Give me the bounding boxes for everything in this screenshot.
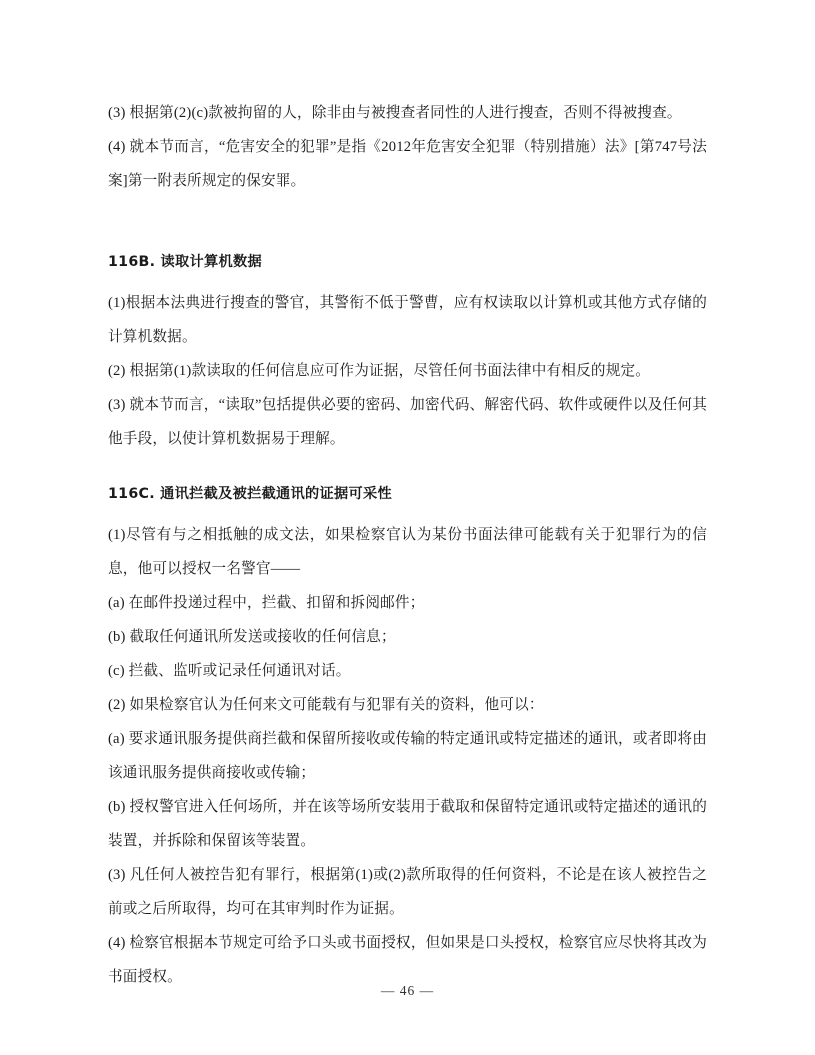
paragraph-116c-1: (1)尽管有与之相抵触的成文法，如果检察官认为某份书面法律可能载有关于犯罪行为的信息，他可以授权一名警官——: [108, 527, 707, 577]
paragraph-116c-1c: (c) 拦截、监听或记录任何通讯对话。: [108, 663, 351, 679]
paragraph-116c-3: (3) 凡任何人被控告犯有罪行，根据第(1)或(2)款所取得的任何资料，不论是在该人被控告之前或之后所取得，均可在其审判时作为证据。: [108, 867, 707, 917]
paragraph-116b-2: (2) 根据第(1)款读取的任何信息应可作为证据，尽管任何书面法律中有相反的规定。: [108, 363, 651, 379]
paragraph-4-security-offence-definition: (4) 就本节而言，“危害安全的犯罪”是指《2012年危害安全犯罪（特别措施）法》[第747号法案]第一附表所规定的保安罪。: [108, 139, 707, 189]
heading-116c-interception-admissibility: 116C. 通讯拦截及被拦截通讯的证据可采性: [108, 486, 392, 502]
heading-116b-read-computer-data: 116B. 读取计算机数据: [108, 254, 262, 270]
paragraph-116c-4: (4) 检察官根据本节规定可给予口头或书面授权，但如果是口头授权，检察官应尽快将其改为书面授权。: [108, 935, 707, 985]
paragraph-116b-3: (3) 就本节而言，“读取”包括提供必要的密码、加密代码、解密代码、软件或硬件以及任何其他手段，以使计算机数据易于理解。: [108, 397, 707, 447]
paragraph-3-search-by-same-sex: (3) 根据第(2)(c)款被拘留的人，除非由与被搜查者同性的人进行搜查，否则不得被搜查。: [108, 105, 682, 121]
paragraph-116c-1a: (a) 在邮件投递过程中，拦截、扣留和拆阅邮件；: [108, 595, 425, 611]
paragraph-116c-1b: (b) 截取任何通讯所发送或接收的任何信息；: [108, 629, 396, 645]
page-number-footer: — 46 —: [380, 983, 435, 998]
section-spacer-1: [108, 198, 707, 224]
paragraph-116c-2: (2) 如果检察官认为任何来文可能载有与犯罪有关的资料，他可以：: [108, 697, 544, 713]
document-body: [108, 96, 707, 994]
paragraph-116c-2a: (a) 要求通讯服务提供商拦截和保留所接收或传输的特定通讯或特定描述的通讯，或者即将由该通讯服务提供商接收或传输；: [108, 731, 707, 781]
paragraph-116b-1: (1)根据本法典进行搜查的警官，其警衔不低于警曹，应有权读取以计算机或其他方式存储的计算机数据。: [108, 295, 707, 345]
paragraph-116c-2b: (b) 授权警官进入任何场所，并在该等场所安装用于截取和保留特定通讯或特定描述的通讯的装置，并拆除和保留该等装置。: [108, 799, 707, 849]
